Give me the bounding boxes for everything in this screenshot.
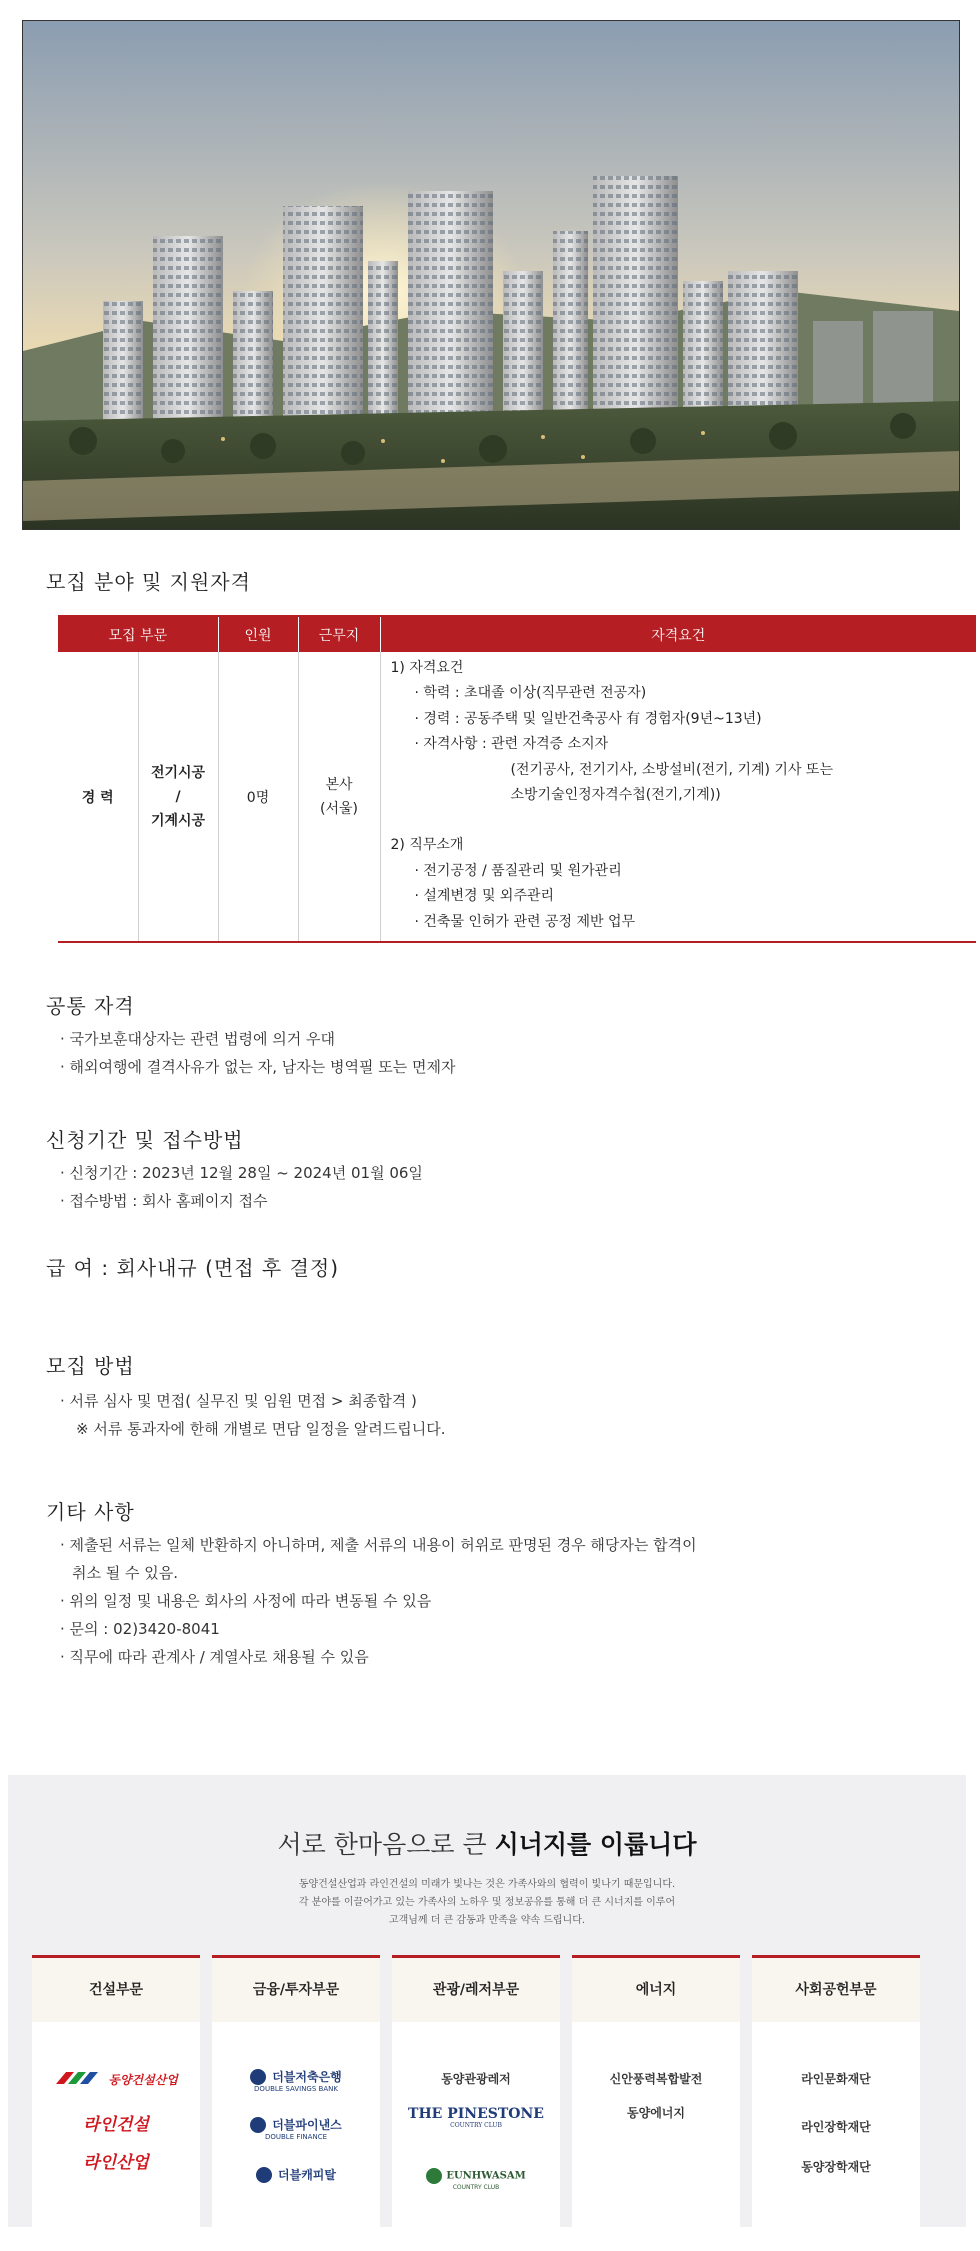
affiliates-title-bold: 시너지를 이룹니다 [494, 1830, 697, 1859]
method-note: ※ 서류 통과자에 한해 개별로 면담 일정을 알려드립니다. [76, 1420, 446, 1438]
common-line: · 해외여행에 결격사유가 없는 자, 남자는 병역필 또는 면제자 [60, 1058, 456, 1076]
location-line: 본사 [325, 776, 353, 793]
req-line: · 전기공정 / 품질관리 및 원가관리 [414, 862, 622, 879]
affiliates-desc: 고객님께 더 큰 감동과 만족을 약속 드립니다. [388, 1915, 586, 1926]
double-savings-bank-logo[interactable]: 더블저축은행 DOUBLE SAVINGS BANK [212, 2068, 380, 2093]
hero-image [22, 20, 960, 530]
card-title: 에너지 [572, 1958, 740, 2022]
recruit-table [58, 615, 976, 943]
affiliate-card-construction [32, 1955, 200, 2230]
affiliate-card-leisure [392, 1955, 560, 2230]
eunhwasam-emblem-icon [426, 2168, 442, 2184]
affiliate-card-social [752, 1955, 920, 2230]
field-line: 전기시공 [150, 764, 206, 781]
apply-line: · 신청기간 : 2023년 12월 28일 ~ 2024년 01월 06일 [60, 1164, 423, 1182]
etc-line: · 제출된 서류는 일체 반환하지 아니하며, 제출 서류의 내용이 허위로 판명된 경우 해당자는 합격이 [60, 1536, 697, 1554]
header-field: 모집 부문 [58, 616, 218, 652]
line-construction-logo[interactable]: 라인건설 [83, 2115, 149, 2135]
common-title: 공통 자격 [46, 994, 135, 1018]
req-line: 2) 직무소개 [390, 837, 464, 854]
pinestone-logo[interactable]: THE PINESTONE COUNTRY CLUB [408, 2106, 544, 2129]
card-title: 사회공헌부문 [752, 1958, 920, 2022]
affiliates-desc: 각 분야를 이끌어가고 있는 가족사의 노하우 및 정보공유를 통해 더 큰 시너지를 이루어 [298, 1897, 676, 1908]
location-cell [298, 652, 380, 942]
req-line: 소방기술인정자격수첩(전기,기계)) [510, 787, 721, 804]
etc-line: · 직무에 따라 관계사 / 계열사로 채용될 수 있음 [60, 1648, 369, 1666]
common-line: · 국가보훈대상자는 관련 법령에 의거 우대 [60, 1030, 335, 1048]
affiliates-title [8, 1825, 966, 1861]
line-scholarship-logo[interactable]: 라인장학재단 [801, 2120, 871, 2134]
apply-line: · 접수방법 : 회사 홈페이지 접수 [60, 1192, 268, 1210]
card-title: 금융/투자부문 [212, 1958, 380, 2022]
etc-line: · 위의 일정 및 내용은 회사의 사정에 따라 변동될 수 있음 [60, 1592, 432, 1610]
card-title: 관광/레저부문 [392, 1958, 560, 2022]
double-logo-icon [256, 2167, 272, 2183]
double-finance-logo[interactable]: 더블파이낸스 DOUBLE FINANCE [212, 2116, 380, 2141]
affiliates-desc: 동양건설산업과 라인건설의 미래가 빛나는 것은 가족사와의 협력이 빛나기 때문입니다. [298, 1879, 676, 1890]
career-cell: 경 력 [81, 789, 114, 806]
sinan-wind-logo[interactable]: 신안풍력복합발전 [609, 2072, 703, 2086]
req-line: · 자격사항 : 관련 자격증 소지자 [414, 736, 609, 753]
etc-line: · 문의 : 02)3420-8041 [60, 1620, 220, 1638]
req-line: · 설계변경 및 외주관리 [414, 888, 555, 905]
req-line: (전기공사, 전기기사, 소방설비(전기, 기계) 기사 또는 [510, 761, 833, 778]
req-line: · 건축물 인허가 관련 공정 제반 업무 [414, 913, 635, 930]
etc-line: 취소 될 수 있음. [72, 1564, 179, 1582]
etc-title: 기타 사항 [46, 1500, 135, 1524]
field-cell [138, 652, 218, 942]
field-line: / [175, 788, 181, 805]
affiliates-title-normal: 서로 한마음으로 큰 [277, 1830, 495, 1859]
field-line: 기계시공 [150, 812, 206, 829]
req-line: · 학력 : 초대졸 이상(직무관련 전공자) [414, 685, 647, 702]
affiliate-card-finance [212, 1955, 380, 2230]
req-line: 1) 자격요건 [390, 660, 464, 676]
dongyang-construction-logo[interactable]: 동양건설산업 [32, 2070, 200, 2089]
recruit-section-title: 모집 분야 및 지원자격 [46, 570, 251, 594]
affiliates-section [8, 1775, 966, 2227]
dongyang-mark-icon [54, 2070, 104, 2089]
header-location: 근무지 [298, 616, 380, 652]
salary-title: 급 여 : 회사내규 (면접 후 결정) [46, 1256, 340, 1280]
location-line: (서울) [320, 800, 358, 817]
double-capital-logo[interactable]: 더블캐피탈 [212, 2166, 380, 2183]
header-requirements: 자격요건 [380, 616, 976, 652]
dongyang-scholarship-logo[interactable]: 동양장학재단 [801, 2160, 871, 2174]
apply-title: 신청기간 및 접수방법 [46, 1128, 244, 1152]
line-industry-logo[interactable]: 라인산업 [83, 2153, 149, 2173]
double-logo-icon [250, 2117, 266, 2133]
method-line: · 서류 심사 및 면접( 실무진 및 임원 면접 > 최종합격 ) [60, 1392, 417, 1410]
dongyang-leisure-logo[interactable]: 동양관광레저 [441, 2072, 511, 2086]
line-culture-foundation-logo[interactable]: 라인문화재단 [801, 2072, 871, 2086]
double-logo-icon [250, 2069, 266, 2085]
req-line: · 경력 : 공동주택 및 일반건축공사 有 경험자(9년~13년) [414, 710, 762, 727]
headcount-cell: 0명 [218, 652, 298, 942]
dongyang-energy-logo[interactable]: 동양에너지 [627, 2106, 685, 2120]
affiliate-card-energy [572, 1955, 740, 2230]
method-title: 모집 방법 [46, 1354, 135, 1378]
eunhwasam-logo[interactable]: EUNHWASAM COUNTRY CLUB [392, 2168, 560, 2191]
requirements-cell [380, 652, 976, 942]
card-title: 건설부문 [32, 1958, 200, 2022]
header-headcount: 인원 [218, 616, 298, 652]
